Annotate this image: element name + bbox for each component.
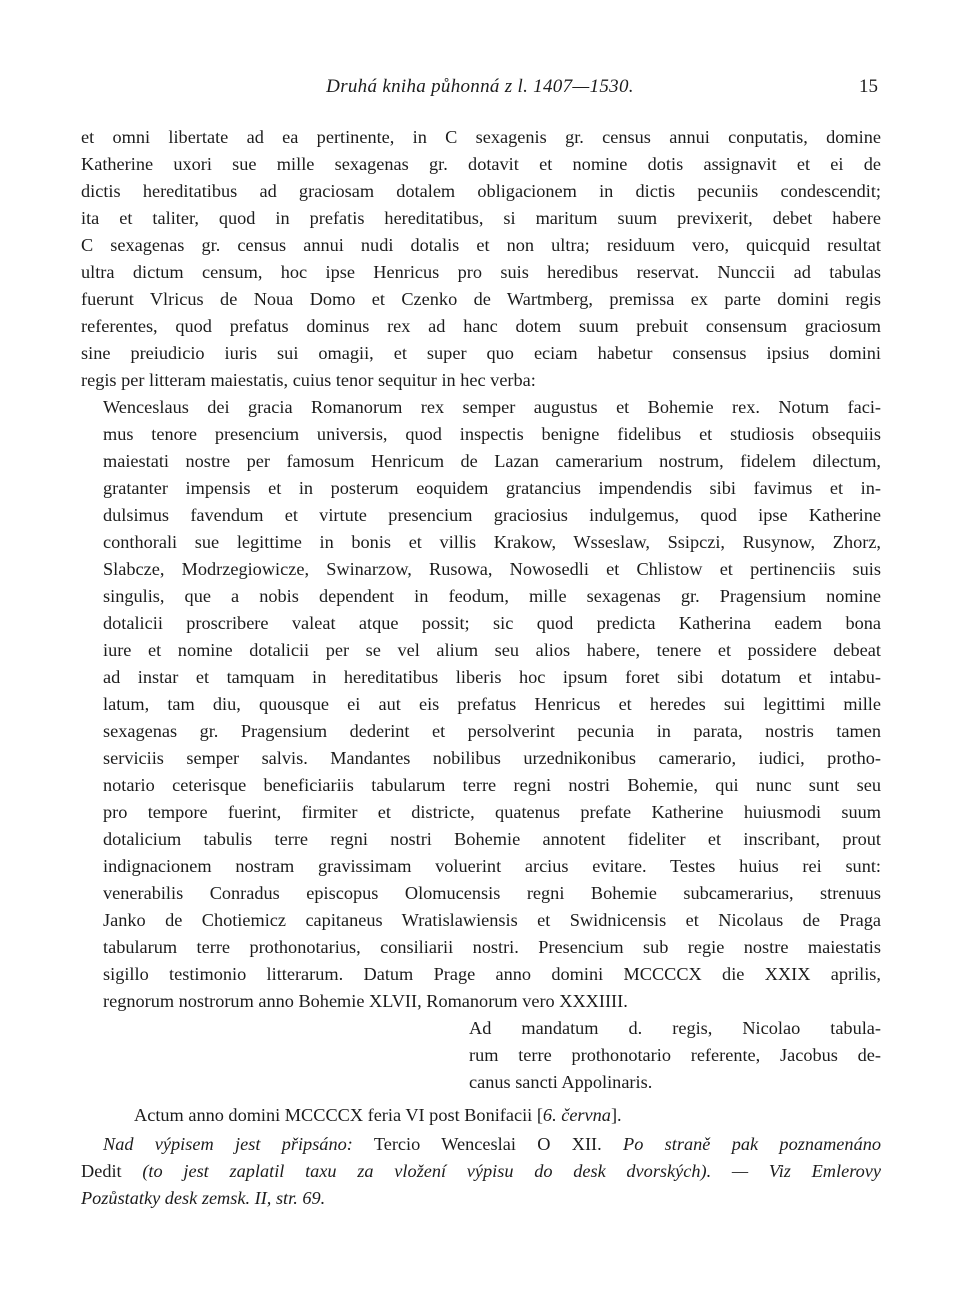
charter-line: gratanter impensis et in posterum eoquidem gratancius impendendis sibi favimus et in-: [103, 478, 881, 498]
charter-line: dulsimus favendum et virtute presencium graciosius indulgemus, quod ipse Katherine: [103, 505, 881, 525]
running-header: [0, 76, 960, 104]
actum-close: ].: [610, 1105, 622, 1125]
actum-date: 6. června: [542, 1105, 611, 1125]
charter-line: tabularum terre prothonotarius, consiliarii nostri. Presencium sub regie nostre maiestatis: [103, 937, 881, 957]
charter-line: maiestati nostre per famosum Henricum de Lazan camerarium nostrum, fidelem dilectum,: [103, 451, 881, 471]
text-line: Katherine uxori sue mille sexagenas gr. dotavit et nomine dotis assignavit et ei de: [81, 154, 881, 174]
charter-line: pro tempore fuerint, firmiter et districte, quatenus prefate Katherine huiusmodi suum: [103, 802, 881, 822]
charter-line: Janko de Chotiemicz capitaneus Wratislawiensis et Swidnicensis et Nicolaus de Praga: [103, 910, 881, 930]
page-number: 15: [859, 76, 878, 97]
charter-line: ad instar et tamquam in hereditatibus liberis hoc ipsum foret sibi dotatum et intabu-: [103, 667, 881, 687]
charter-line: indignacionem nostram gravissimam voluerint arcius evitare. Testes huius rei sunt:: [103, 856, 881, 876]
text-line: C sexagenas gr. census annui nudi dotalis et non ultra; residuum vero, quicquid resultat: [81, 235, 881, 255]
actum-text: Actum anno domini MCCCCX feria VI post Bonifacii [: [134, 1105, 543, 1125]
charter-line: sigillo testimonio litterarum. Datum Prage anno domini MCCCCX die XXIX aprilis,: [103, 964, 881, 984]
charter-line: latum, tam diu, quousque ei aut eis prefatus Henricus et heredes sui legittimi mille: [103, 694, 881, 714]
editorial-note: [81, 1131, 881, 1212]
signature-line: canus sancti Appolinaris.: [469, 1072, 653, 1092]
note-reference: Pozůstatky desk zemsk. II, str. 69.: [81, 1188, 326, 1208]
charter-line: serviciis semper salvis. Mandantes nobilibus urzednikonibus camerario, iudici, protho-: [103, 748, 881, 768]
charter-line: sexagenas gr. Pragensium dederint et persolverint pecunia in parata, nostris tamen: [103, 721, 881, 741]
text-line: ultra dictum censum, hoc ipse Henricus pro suis heredibus reservat. Nunccii ad tabulas: [81, 262, 881, 282]
text-line: et omni libertate ad ea pertinente, in C sexagenis gr. census annui conputatis, domine: [81, 127, 881, 147]
text-line: referentes, quod prefatus dominus rex ad hanc dotem suum prebuit consensum graciosum: [81, 316, 881, 336]
charter-line: dotalicii proscribere valeat atque possit; sic quod predicta Katherina eadem bona: [103, 613, 881, 633]
text-line: dictis hereditatibus ad graciosam dotalem obligacionem in dictis pecuniis condescendit;: [81, 181, 881, 201]
charter-line: iure et nomine dotalicii per se vel alium seu alios habere, tenere et possidere debeat: [103, 640, 881, 660]
charter-line: dotalicium tabulis terre regni nostri Bohemie annotent fideliter et inscribant, prout: [103, 829, 881, 849]
charter-line: Wenceslaus dei gracia Romanorum rex semper augustus et Bohemie rex. Notum faci-: [103, 397, 881, 417]
signature-line: Ad mandatum d. regis, Nicolao tabula-: [469, 1018, 881, 1038]
charter-line: regnorum nostrorum anno Bohemie XLVII, Romanorum vero XXXIIII.: [103, 991, 628, 1011]
note-explanation: (to jest zaplatil taxu za vložení výpisu do desk dvorských). — Viz Emlerovy: [142, 1161, 881, 1181]
signature-line: rum terre prothonotario referente, Jacobus de-: [469, 1045, 881, 1065]
text-line: sine preiudicio iuris sui omagii, et super quo eciam habetur consensus ipsius domini: [81, 343, 881, 363]
text-line: regis per litteram maiestatis, cuius tenor sequitur in hec verba:: [81, 370, 536, 390]
charter-line: singulis, que a nobis dependent in feodum, mille sexagenas gr. Pragensium nomine: [103, 586, 881, 606]
note-side: Po straně pak poznamenáno: [623, 1134, 881, 1154]
running-title: Druhá kniha půhonná z l. 1407—1530.: [326, 76, 634, 97]
note-label: Nad výpisem jest připsáno:: [103, 1134, 353, 1154]
text-line: ita et taliter, quod in prefatis hereditatibus, si maritum suum previxerit, debet habere: [81, 208, 881, 228]
note-marginal: Tercio Wenceslai O XII.: [352, 1134, 624, 1154]
text-line: fuerunt Vlricus de Noua Domo et Czenko de Wartmberg, premissa ex parte domini regis: [81, 289, 881, 309]
charter-line: Slabcze, Modrzegiowicze, Swinarzow, Rusowa, Nowosedli et Chlistow et pertinenciis suis: [103, 559, 881, 579]
charter-line: venerabilis Conradus episcopus Olomucensis regni Bohemie subcamerarius, strenuus: [103, 883, 881, 903]
charter-line: mus tenore presencium universis, quod inspectis benigne fidelibus et studiosis obsequiis: [103, 424, 881, 444]
main-paragraph: [81, 124, 881, 394]
charter-line: notario ceterisque beneficiariis tabularum terre regni nostri Bohemie, qui nunc sunt seu: [103, 775, 881, 795]
note-dedit: Dedit: [81, 1161, 143, 1181]
chancery-signature: [469, 1015, 881, 1096]
actum-line: [134, 1102, 881, 1129]
charter-text: [103, 394, 881, 1015]
charter-line: conthorali sue legittime in bonis et villis Krakow, Wsseslaw, Ssipczi, Rusynow, Zhorz,: [103, 532, 881, 552]
